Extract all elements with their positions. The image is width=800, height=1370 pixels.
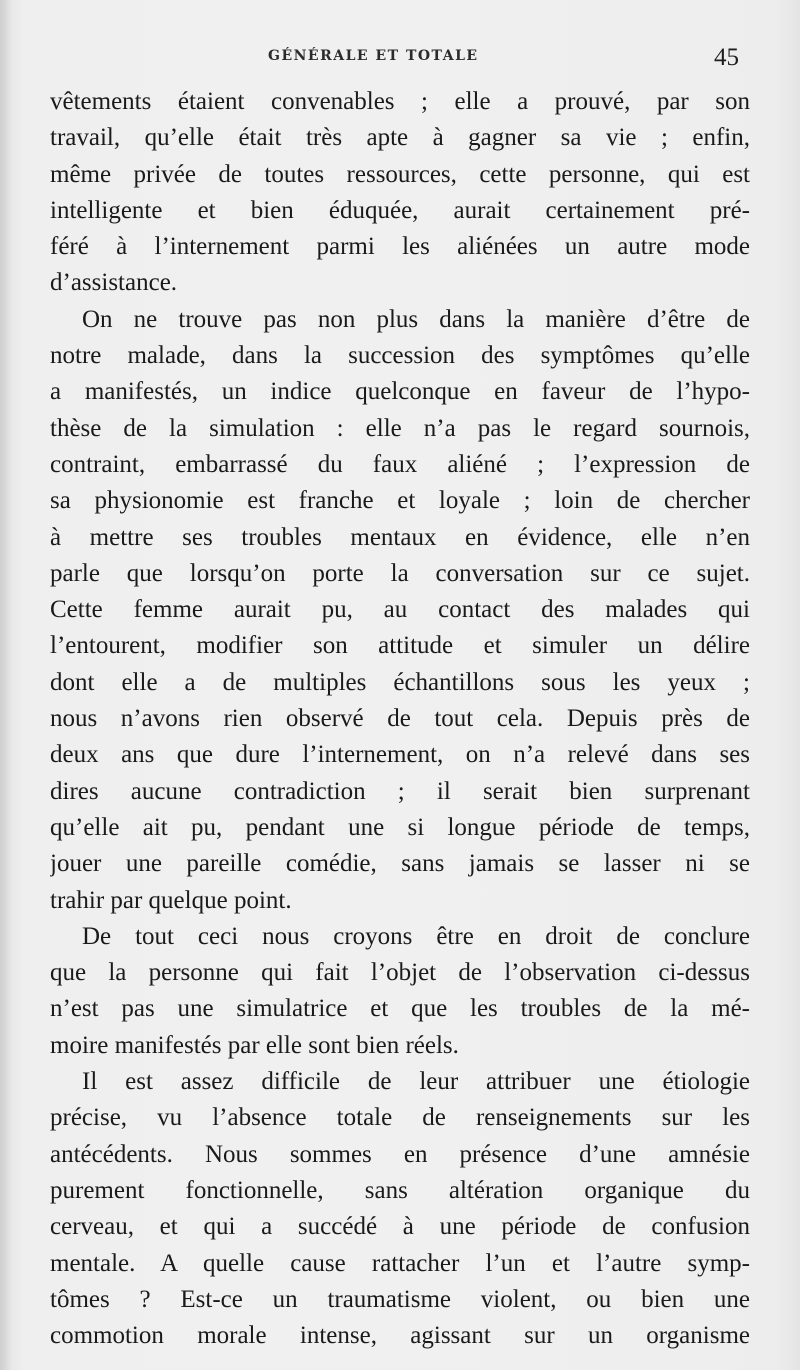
text-line: thèse de la simulation : elle n’a pas le regard sournois, (50, 414, 750, 442)
text-line: dont elle a de multiples échantillons sous les yeux ; (50, 668, 750, 696)
paragraph-first-line: Il est assez difficile de leur attribuer une étiologie (82, 1068, 750, 1096)
text-line: travail, qu’elle était très apte à gagner sa vie ; enfin, (50, 124, 750, 152)
paragraph-first-line: On ne trouve pas non plus dans la manière d’être de (82, 305, 750, 333)
text-line: qu’elle ait pu, pendant une si longue période de temps, (50, 813, 750, 841)
text-line: que la personne qui fait l’objet de l’observation ci-dessus (50, 959, 750, 987)
text-line: féré à l’internement parmi les aliénées un autre mode (50, 233, 750, 261)
text-line: intelligente et bien éduquée, aurait certainement pré- (50, 196, 750, 224)
text-line: commotion morale intense, agissant sur un organisme (50, 1322, 750, 1350)
text-line: jouer une pareille comédie, sans jamais se lasser ni se (50, 850, 750, 878)
text-line: l’entourent, modifier son attitude et simuler un délire (50, 632, 750, 660)
text-line: vêtements étaient convenables ; elle a prouvé, par son (50, 88, 750, 115)
text-line: trahir par quelque point. (50, 886, 292, 914)
text-line: nous n’avons rien observé de tout cela. Depuis près de (50, 705, 750, 733)
body-text (50, 84, 750, 1354)
text-line: n’est pas une simulatrice et que les troubles de la mé- (50, 995, 750, 1023)
text-line: tômes ? Est-ce un traumatisme violent, ou bien une (50, 1285, 750, 1313)
text-line: purement fonctionnelle, sans altération organique du (50, 1176, 750, 1204)
text-line: même privée de toutes ressources, cette personne, qui est (50, 160, 750, 188)
text-line: antécédents. Nous sommes en présence d’une amnésie (50, 1140, 750, 1168)
running-head-title: GÉNÉRALE ET TOTALE (268, 48, 479, 64)
text-line: sa physionomie est franche et loyale ; loin de chercher (50, 487, 750, 515)
text-line: deux ans que dure l’internement, on n’a relevé dans ses (50, 741, 750, 769)
text-line: mentale. A quelle cause rattacher l’un et l’autre symp- (50, 1249, 750, 1277)
text-line: a manifestés, un indice quelconque en faveur de l’hypo- (50, 378, 750, 406)
page-number: 45 (714, 44, 739, 71)
text-line: Cette femme aurait pu, au contact des malades qui (50, 596, 750, 624)
text-line: contraint, embarrassé du faux aliéné ; l’expression de (50, 450, 750, 478)
text-line: parle que lorsqu’on porte la conversation sur ce sujet. (50, 559, 750, 587)
text-line: à mettre ses troubles mentaux en évidence, elle n’en (50, 523, 750, 551)
text-line: cerveau, et qui a succédé à une période de confusion (50, 1213, 750, 1241)
paragraph-first-line: De tout ceci nous croyons être en droit de conclure (82, 922, 750, 950)
text-line: d’assistance. (50, 269, 178, 297)
text-line: dires aucune contradiction ; il serait bien surprenant (50, 777, 750, 805)
running-head (0, 44, 800, 74)
text-line: moire manifestés par elle sont bien réels. (50, 1031, 459, 1059)
text-line: précise, vu l’absence totale de renseignements sur les (50, 1104, 750, 1132)
text-line: notre malade, dans la succession des symptômes qu’elle (50, 342, 750, 370)
page-gutter-shadow (0, 0, 12, 1370)
